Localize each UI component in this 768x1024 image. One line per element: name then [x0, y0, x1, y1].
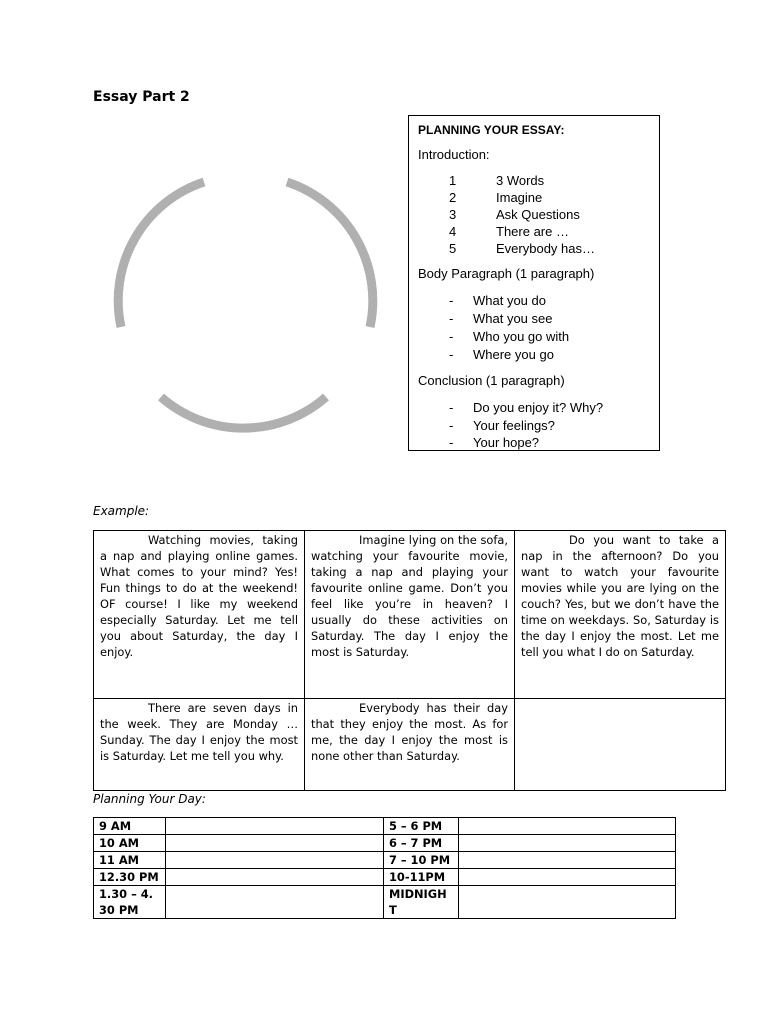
example-cell: There are seven days in the week. They are Monday … Sunday. The day I enjoy the most is Saturday. Let me tell you why. [94, 699, 305, 791]
planning-heading: PLANNING YOUR ESSAY: [418, 123, 565, 137]
planning-day-table [93, 817, 676, 919]
time-cell: 1.30 – 4.30 PM [94, 886, 166, 919]
circle-arc-bottom [161, 397, 326, 428]
planning-day-label: Planning Your Day: [93, 792, 206, 806]
time-cell: 5 – 6 PM [384, 818, 459, 835]
time-cell: 10-11PM [384, 869, 459, 886]
example-label: Example: [93, 504, 150, 518]
example-cell: Do you want to take a nap in the afternoon? Do you want to watch your favourite movies while you are lying on the couch? Yes, but we don’t have the time on weekdays. So, Saturday is the day I enjoy the most. Let me tell you what I do on Saturday. [515, 531, 726, 699]
example-table [93, 530, 726, 791]
activity-cell[interactable] [459, 818, 676, 835]
table-row [94, 852, 676, 869]
activity-cell[interactable] [166, 852, 384, 869]
table-row [94, 886, 676, 919]
activity-cell[interactable] [166, 818, 384, 835]
time-cell: 11 AM [94, 852, 166, 869]
time-cell: 6 – 7 PM [384, 835, 459, 852]
example-cell: Watching movies, taking a nap and playing online games. What comes to your mind? Yes! Fun things to do at the weekend! OF course! I like my weekend especially Saturday. Let me tell you about Saturday, the day I enjoy. [94, 531, 305, 699]
body-paragraph-label: Body Paragraph (1 paragraph) [418, 266, 595, 281]
introduction-label: Introduction: [418, 147, 490, 162]
time-cell: MIDNIGHT [384, 886, 459, 919]
table-row [94, 869, 676, 886]
activity-cell[interactable] [166, 835, 384, 852]
example-cell: Imagine lying on the sofa, watching your favourite movie, taking a nap and playing your favourite online game. Don’t you feel like you’re in heaven? I usually do these activities on Saturday. The day I enjoy the most is Saturday. [305, 531, 515, 699]
time-cell: 12.30 PM [94, 869, 166, 886]
activity-cell[interactable] [166, 869, 384, 886]
planning-essay-box: PLANNING YOUR ESSAY: Introduction: 1 3 Words 2 Imagine 3 Ask Questions 4 There are … 5 Everybody has… Body Paragraph (1 paragraph) - What you do - What you see - Who you go with - Where you go Conclusion (1 paragraph) - Do you enjoy it? Why? - Your feelings? - Your hope? [408, 115, 660, 451]
activity-cell[interactable] [166, 886, 384, 919]
circle-diagram-graphic [108, 172, 384, 442]
circle-arc-left [118, 182, 204, 327]
time-cell: 10 AM [94, 835, 166, 852]
activity-cell[interactable] [459, 869, 676, 886]
time-cell: 7 – 10 PM [384, 852, 459, 869]
example-cell: Everybody has their day that they enjoy the most. As for me, the day I enjoy the most is none other than Saturday. [305, 699, 515, 791]
table-row [94, 818, 676, 835]
activity-cell[interactable] [459, 852, 676, 869]
time-cell: 9 AM [94, 818, 166, 835]
activity-cell[interactable] [459, 835, 676, 852]
activity-cell[interactable] [459, 886, 676, 919]
example-cell [515, 699, 726, 791]
table-row [94, 835, 676, 852]
conclusion-label: Conclusion (1 paragraph) [418, 373, 565, 388]
circle-arc-right [287, 182, 373, 327]
page-title: Essay Part 2 [93, 89, 190, 105]
